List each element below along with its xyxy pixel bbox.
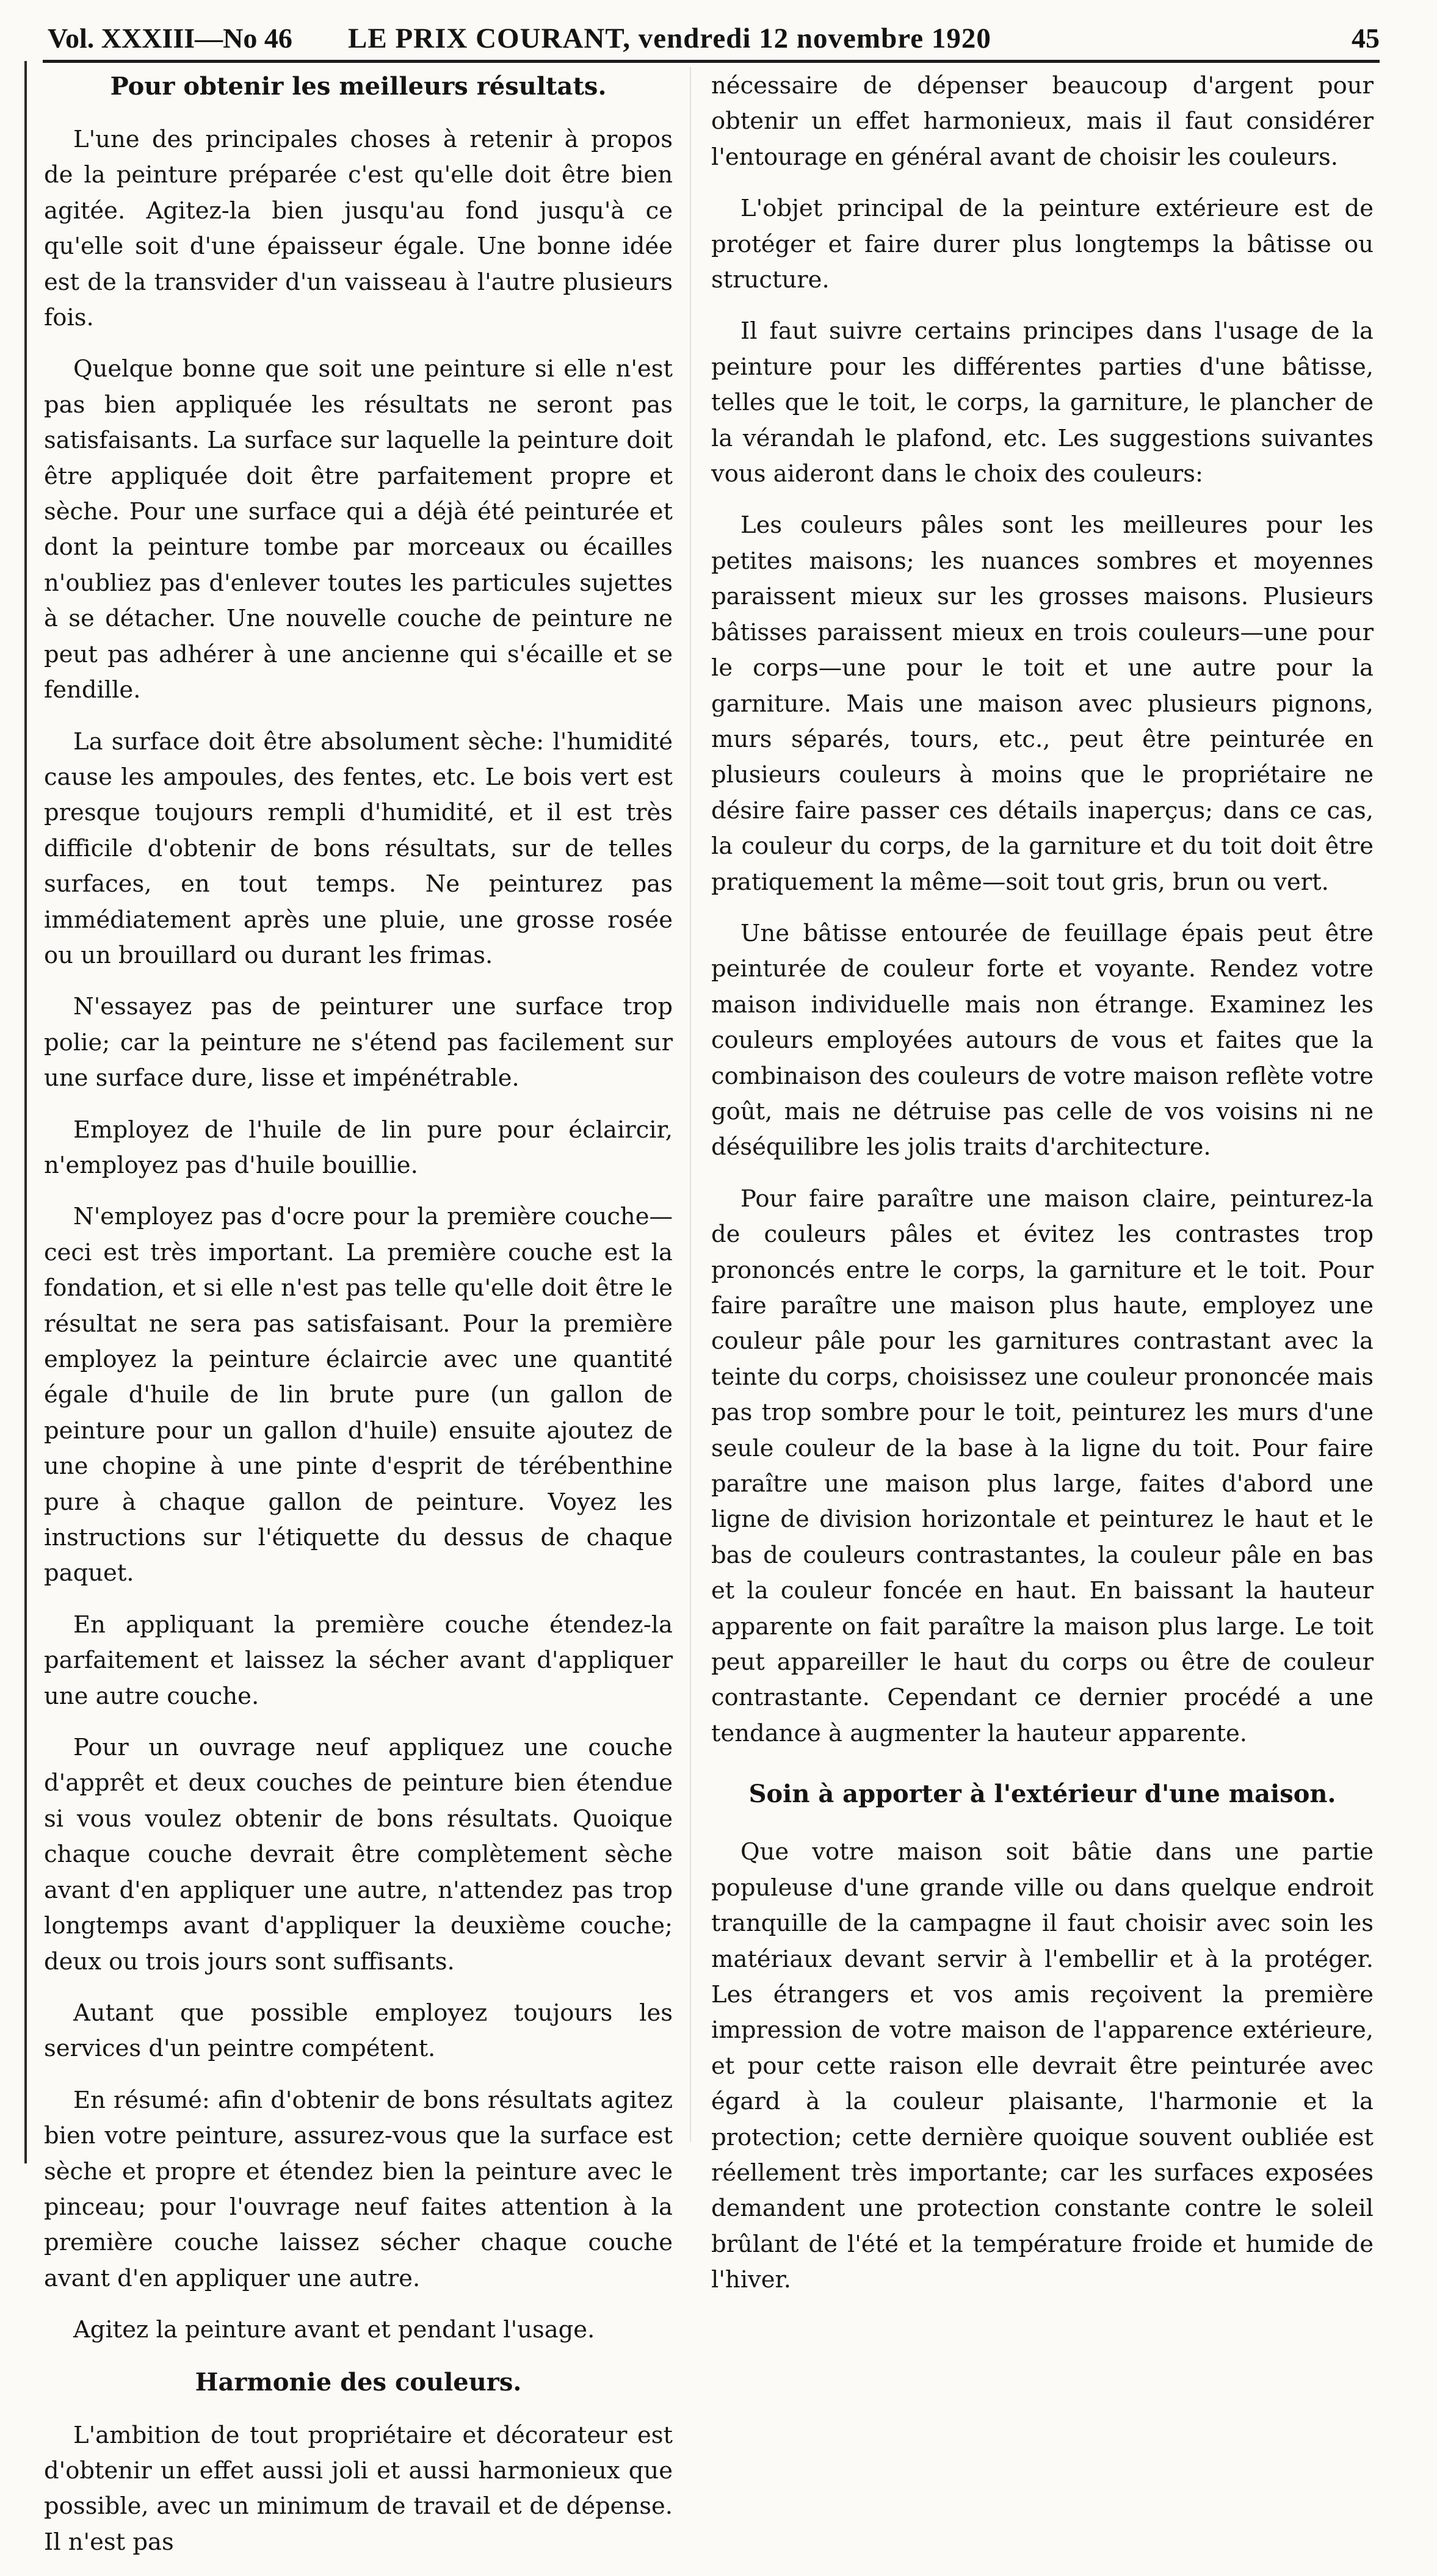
left-column	[44, 68, 673, 2576]
volume-number: Vol. XXXIII—No 46	[48, 23, 292, 54]
page-header	[43, 17, 1380, 63]
page-number: 45	[1352, 23, 1380, 54]
section-heading-exterior-care: Soin à apporter à l'extérieur d'une maison.	[748, 1780, 1336, 1809]
paragraph: L'ambition de tout propriétaire et décorateur est d'obtenir un effet aussi joli et aussi harmonieux que possible, avec un minimum de travail et de dépense. Il n'est pas	[44, 2421, 673, 2556]
paragraph: Agitez la peinture avant et pendant l'usage.	[73, 2316, 595, 2344]
paragraph: L'une des principales choses à retenir à propos de la peinture préparée c'est qu'elle doit être bien agitée. Agitez-la bien jusqu'au fond jusqu'à ce qu'elle soit d'une épaisseur égale. Une bonne idée est de la transvider d'un vaisseau à l'autre plusieurs fois.	[44, 126, 673, 332]
paragraph: Les couleurs pâles sont les meilleures pour les petites maisons; les nuances sombres et moyennes paraissent mieux sur les grosses maisons. Plusieurs bâtisses paraissent mieux en trois couleurs—une pour le corps—une pour le toit et une autre pour la garniture. Mais une maison avec plusieurs pignons, murs séparés, tours, etc., peut être peinturée en plusieurs couleurs à moins que le propriétaire ne désire faire passer ces détails inaperçus; dans ce cas, la couleur du corps, de la garniture et du toit doit être pratiquement la même—soit tout gris, brun ou vert.	[711, 511, 1374, 896]
paragraph: Pour faire paraître une maison claire, peinturez-la de couleurs pâles et évitez les contrastes trop prononcés entre le corps, la garniture et le toit. Pour faire paraître une maison plus haute, employez une couleur pâle pour les garnitures contrastant avec la teinte du corps, choisissez une couleur prononcée mais pas trop sombre pour le toit, peinturez les murs d'une seule couleur de la base à la ligne du toit. Pour faire paraître une maison plus large, faites d'abord une ligne de division horizontale et peinturez le haut et le bas de couleurs contrastantes, la couleur pâle en bas et la couleur foncée en haut. En baissant la hauteur apparente on fait paraître la maison plus large. Le toit peut appareiller le haut du corps ou être de couleur contrastante. Cependant ce dernier procédé a une tendance à augmenter la hauteur apparente.	[711, 1185, 1374, 1747]
paragraph: En appliquant la première couche étendez-la parfaitement et laissez la sécher avant d'appliquer une autre couche.	[44, 1611, 673, 1710]
section-heading-best-results: Pour obtenir les meilleurs résultats.	[110, 72, 607, 101]
paragraph: Une bâtisse entourée de feuillage épais peut être peinturée de couleur forte et voyante. Rendez votre maison individuelle mais non étrange. Examinez les couleurs employées autours de vous et faites que la combinaison des couleurs de votre maison reflète votre goût, mais ne détruise pas celle de vos voisins ni ne déséquilibre les jolis traits d'architecture.	[711, 919, 1374, 1161]
paragraph: L'objet principal de la peinture extérieure est de protéger et faire durer plus longtemps la bâtisse ou structure.	[711, 195, 1374, 294]
paragraph: La surface doit être absolument sèche: l'humidité cause les ampoules, des fentes, etc. Le bois vert est presque toujours rempli d'humidité, et il est très difficile d'obtenir de bons résultats, sur de telles surfaces, en tout temps. Ne peinturez pas immédiatement après une pluie, une grosse rosée ou un brouillard ou durant les frimas.	[44, 727, 673, 969]
paragraph: Quelque bonne que soit une peinture si elle n'est pas bien appliquée les résultats ne seront pas satisfaisants. La surface sur laquelle la peinture doit être appliquée doit être parfaitement propre et sèche. Pour une surface qui a déjà été peinturée et dont la peinture tombe par morceaux ou écailles n'oubliez pas d'enlever toutes les particules sujettes à se détacher. Une nouvelle couche de peinture ne peut pas adhérer à une ancienne qui s'écaille et se fendille.	[44, 355, 673, 704]
paragraph: Pour un ouvrage neuf appliquez une couche d'apprêt et deux couches de peinture bien étendue si vous voulez obtenir de bons résultats. Quoique chaque couche devrait être complètement sèche avant d'en appliquer une autre, n'attendez pas trop longtemps avant d'appliquer la deuxième couche; deux ou trois jours sont suffisants.	[44, 1734, 673, 1975]
paragraph: Que votre maison soit bâtie dans une partie populeuse d'une grande ville ou dans quelque endroit tranquille de la campagne il faut choisir avec soin les matériaux devant servir à l'embellir et à la protéger. Les étrangers et vos amis reçoivent la première impression de votre maison de l'apparence extérieure, et pour cette raison elle devrait être peinturée avec égard à la couleur plaisante, l'harmonie et la protection; cette dernière quoique souvent oubliée est réellement très importante; car les surfaces exposées demandent une protection constante contre le soleil brûlant de l'été et la température froide et humide de l'hiver.	[711, 1838, 1374, 2294]
paragraph: nécessaire de dépenser beaucoup d'argent pour obtenir un effet harmonieux, mais il faut considérer l'entourage en général avant de choisir les couleurs.	[711, 72, 1374, 171]
paragraph: N'employez pas d'ocre pour la première couche—ceci est très important. La première couche est la fondation, et si elle n'est pas telle qu'elle doit être le résultat ne sera pas satisfaisant. Pour la première employez la peinture éclaircie avec une quantité égale d'huile de lin brute pure (un gallon de peinture pour un gallon d'huile) ensuite ajoutez de une chopine à une pinte d'esprit de térébenthine pure à chaque gallon de peinture. Voyez les instructions sur l'étiquette du dessus de chaque paquet.	[44, 1203, 673, 1587]
paragraph: Employez de l'huile de lin pure pour éclaircir, n'employez pas d'huile bouillie.	[44, 1116, 673, 1179]
section-heading-color-harmony: Harmonie des couleurs.	[195, 2367, 522, 2397]
paragraph: En résumé: afin d'obtenir de bons résultats agitez bien votre peinture, assurez-vous que la surface est sèche et propre et étendez bien la peinture avec le pinceau; pour l'ouvrage neuf faites attention à la première couche laissez sécher chaque couche avant d'en appliquer une autre.	[44, 2086, 673, 2292]
left-margin-rule	[24, 61, 27, 2163]
column-divider	[690, 67, 691, 2142]
paragraph: N'essayez pas de peinturer une surface trop polie; car la peinture ne s'étend pas facilement sur une surface dure, lisse et impénétrable.	[44, 993, 673, 1092]
paragraph: Il faut suivre certains principes dans l'usage de la peinture pour les différentes parties d'une bâtisse, telles que le toit, le corps, la garniture, le plancher de la vérandah le plafond, etc. Les suggestions suivantes vous aideront dans le choix des couleurs:	[711, 317, 1374, 488]
publication-title-date: LE PRIX COURANT, vendredi 12 novembre 1920	[348, 23, 991, 54]
paragraph: Autant que possible employez toujours les services d'un peintre compétent.	[44, 1999, 673, 2063]
right-column	[711, 68, 1374, 2314]
